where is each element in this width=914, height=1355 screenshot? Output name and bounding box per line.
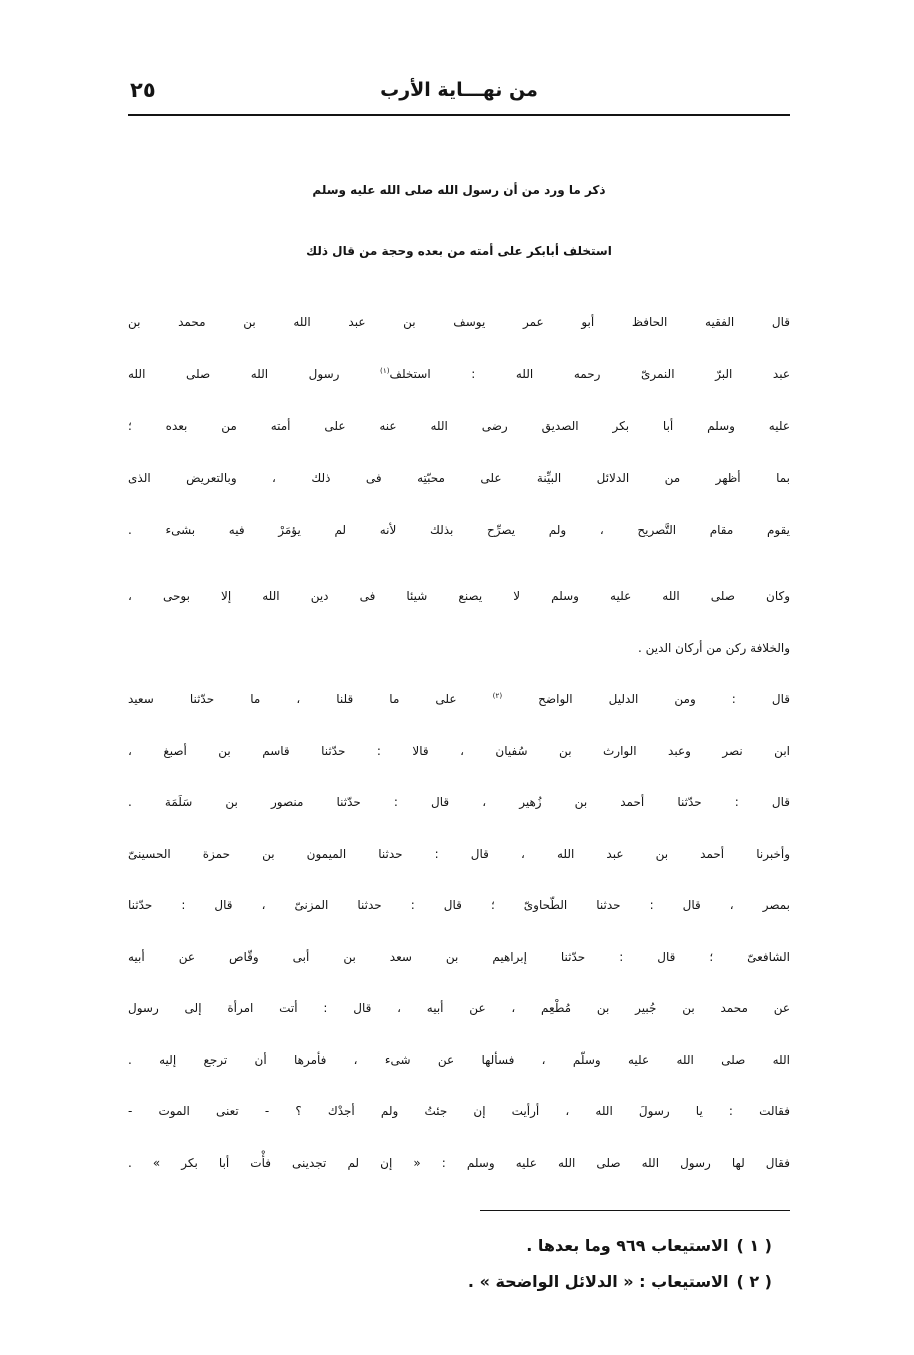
- body-text: [128, 296, 790, 1189]
- header-rule: [128, 114, 790, 116]
- footnotes: [128, 1228, 772, 1300]
- body-line: بما أظهر من الدلائل البيِّنة على محبّتِه فى ذلك ، وبالتعريض الذى: [128, 471, 790, 485]
- body-line: والخلافة ركن من أركان الدين .: [637, 641, 790, 655]
- body-line: قال الفقيه الحافظ أبو عمر يوسف بن عبد الله بن محمد بن: [128, 315, 790, 329]
- body-line: فقالت : يا رسولَ الله ، أرأيت إن جئتُ ولم أجدْك ؟ - تعنى الموت -: [128, 1104, 790, 1118]
- chapter-subtitle: استخلف أبابكر على أمته من بعده وحجة من قال ذلك: [306, 244, 612, 258]
- line-text: على ما قلنا ، ما حدّثنا سعيد: [128, 692, 493, 706]
- paragraph: [128, 296, 790, 556]
- running-title: من نهـــاية الأرب: [380, 79, 538, 101]
- footnote-rule: [480, 1210, 790, 1211]
- body-line: يقوم مقام التَّصريح ، ولم يصرِّح بذلك لأنه لم يؤمَرْ فيه بشىء .: [128, 523, 790, 537]
- line-text: رسول الله صلى الله: [128, 367, 381, 381]
- line-text: عبد البرّ النمرىّ رحمه الله : استخلف: [389, 367, 790, 381]
- body-line: وكان صلى الله عليه وسلم لا يصنع شيئا فى دين الله إلا بوحى ،: [128, 589, 790, 603]
- footnote-text: الاستيعاب ٩٦٩ وما بعدها .: [526, 1236, 729, 1255]
- footnote-ref: (٢): [492, 691, 503, 700]
- footnote-text: الاستيعاب : « الدلائل الواضحة » .: [467, 1272, 729, 1291]
- running-header: [128, 72, 790, 108]
- footnote-marker: ( ١ ): [736, 1236, 772, 1255]
- footnote: [128, 1228, 772, 1264]
- page-number: ٢٥: [130, 78, 156, 102]
- body-line: فقال لها رسول الله صلى الله عليه وسلم : « إن لم تجدينى فأْت أبا بكر » .: [128, 1155, 790, 1170]
- body-line: عن محمد بن جُبير بن مُطْعِم ، عن أبيه ، قال : أتت امرأة إلى رسول: [128, 1001, 790, 1015]
- body-line: بمصر ، قال : حدثنا الطّحاوىّ ؛ قال : حدثنا المزنىّ ، قال : حدّثنا: [128, 898, 790, 912]
- body-line: قال : حدّثنا أحمد بن زُهير ، قال : حدّثنا منصور بن سَلَمَة .: [128, 795, 790, 809]
- chapter-title: ذكر ما ورد من أن رسول الله صلى الله عليه وسلم: [312, 183, 606, 197]
- body-line: [128, 674, 790, 726]
- body-line: الله صلى الله عليه وسلّم ، فسألها عن شىء ، فأمرها أن ترجع إليه .: [128, 1052, 790, 1067]
- body-line: وأخبرنا أحمد بن عبد الله ، قال : حدثنا الميمون بن حمزة الحسينىّ: [128, 846, 790, 861]
- footnote: [128, 1264, 772, 1300]
- paragraph: [128, 674, 790, 1189]
- body-line: ابن نصر وعبد الوارث بن سُفيان ، قالا : حدّثنا قاسم بن أصبغ ،: [128, 743, 790, 758]
- paragraph: [128, 570, 790, 674]
- body-line: الشافعىّ ؛ قال : حدّثنا إبراهيم بن سعد بن أبى وقّاص عن أبيه: [128, 949, 790, 964]
- body-line: [128, 348, 790, 400]
- footnote-ref: (١): [380, 366, 390, 375]
- line-text: قال : ومن الدليل الواضح: [502, 692, 790, 706]
- footnote-marker: ( ٢ ): [736, 1272, 772, 1291]
- body-line: عليه وسلم أبا بكر الصديق رضى الله عنه على أمته من بعده ؛: [128, 419, 790, 433]
